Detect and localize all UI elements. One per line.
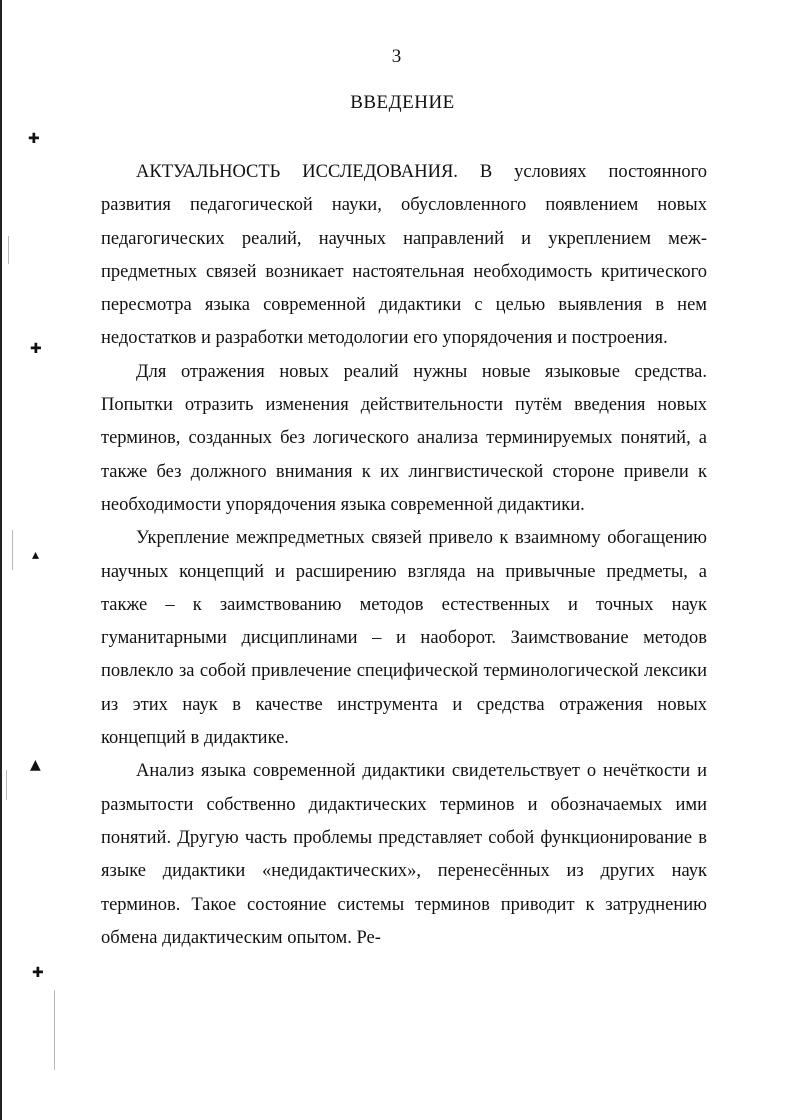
margin-binding-mark: ▴ [32, 547, 40, 563]
margin-binding-mark: ✚ [30, 341, 42, 357]
scan-left-edge [0, 0, 2, 1120]
paragraph-relevance: АКТУАЛЬНОСТЬ ИССЛЕДОВАНИЯ. В условиях постоянного развития педагогической науки, обусловленного появлением новых педагогических реалий, научных направлений и укреплением межпредметных связей возникает настоятельная необходимость критического пересмотра языка современной дидактики с целью выявления в нем недостатков и разработки методологии его упорядочения и построения. [101, 162, 707, 349]
margin-binding-mark: ✚ [32, 965, 44, 981]
paragraph-new-realities: Для отражения новых реалий нужны новые языковые средства. Попытки отразить изменения действительности путём введения новых терминов, созданных без логического анализа терминируемых понятий, а также без должного внимания к их лингвистической стороне привели к необходимости упорядочения языка современной дидактики. [101, 361, 707, 515]
paragraph-analysis: Анализ языка современной дидактики свидетельствует о нечёткости и размытости собственно дидактических терминов и обозначаемых ими понятий. Другую часть проблемы представляет собой функционирование в языке дидактики «недидактических», перенесённых из других наук терминов. Такое состояние системы терминов приводит к затруднению обмена дидактическим опытом. Ре- [101, 761, 707, 948]
margin-binding-mark: ▲ [30, 757, 41, 773]
paragraph-interdisciplinary: Укрепление межпредметных связей привело к взаимному обогащению научных концепций и расширению взгляда на привычные предметы, а также – к заимствованию методов естественных и точных наук гуманитарными дисциплинами – и наоборот. Заимствование методов повлекло за собой привлечение специфической терминологической лексики из этих наук в качестве инструмента и средства отражения новых концепций в дидактике. [101, 528, 707, 749]
scan-artifact-line [12, 530, 13, 570]
margin-binding-mark: ✚ [28, 131, 40, 147]
page-number: 3 [391, 46, 402, 67]
page-title: ВВЕДЕНИЕ [350, 92, 455, 113]
scan-artifact-line [8, 236, 9, 264]
document-body [101, 156, 707, 955]
scan-artifact-line [54, 990, 55, 1070]
scan-artifact-line [6, 770, 7, 800]
